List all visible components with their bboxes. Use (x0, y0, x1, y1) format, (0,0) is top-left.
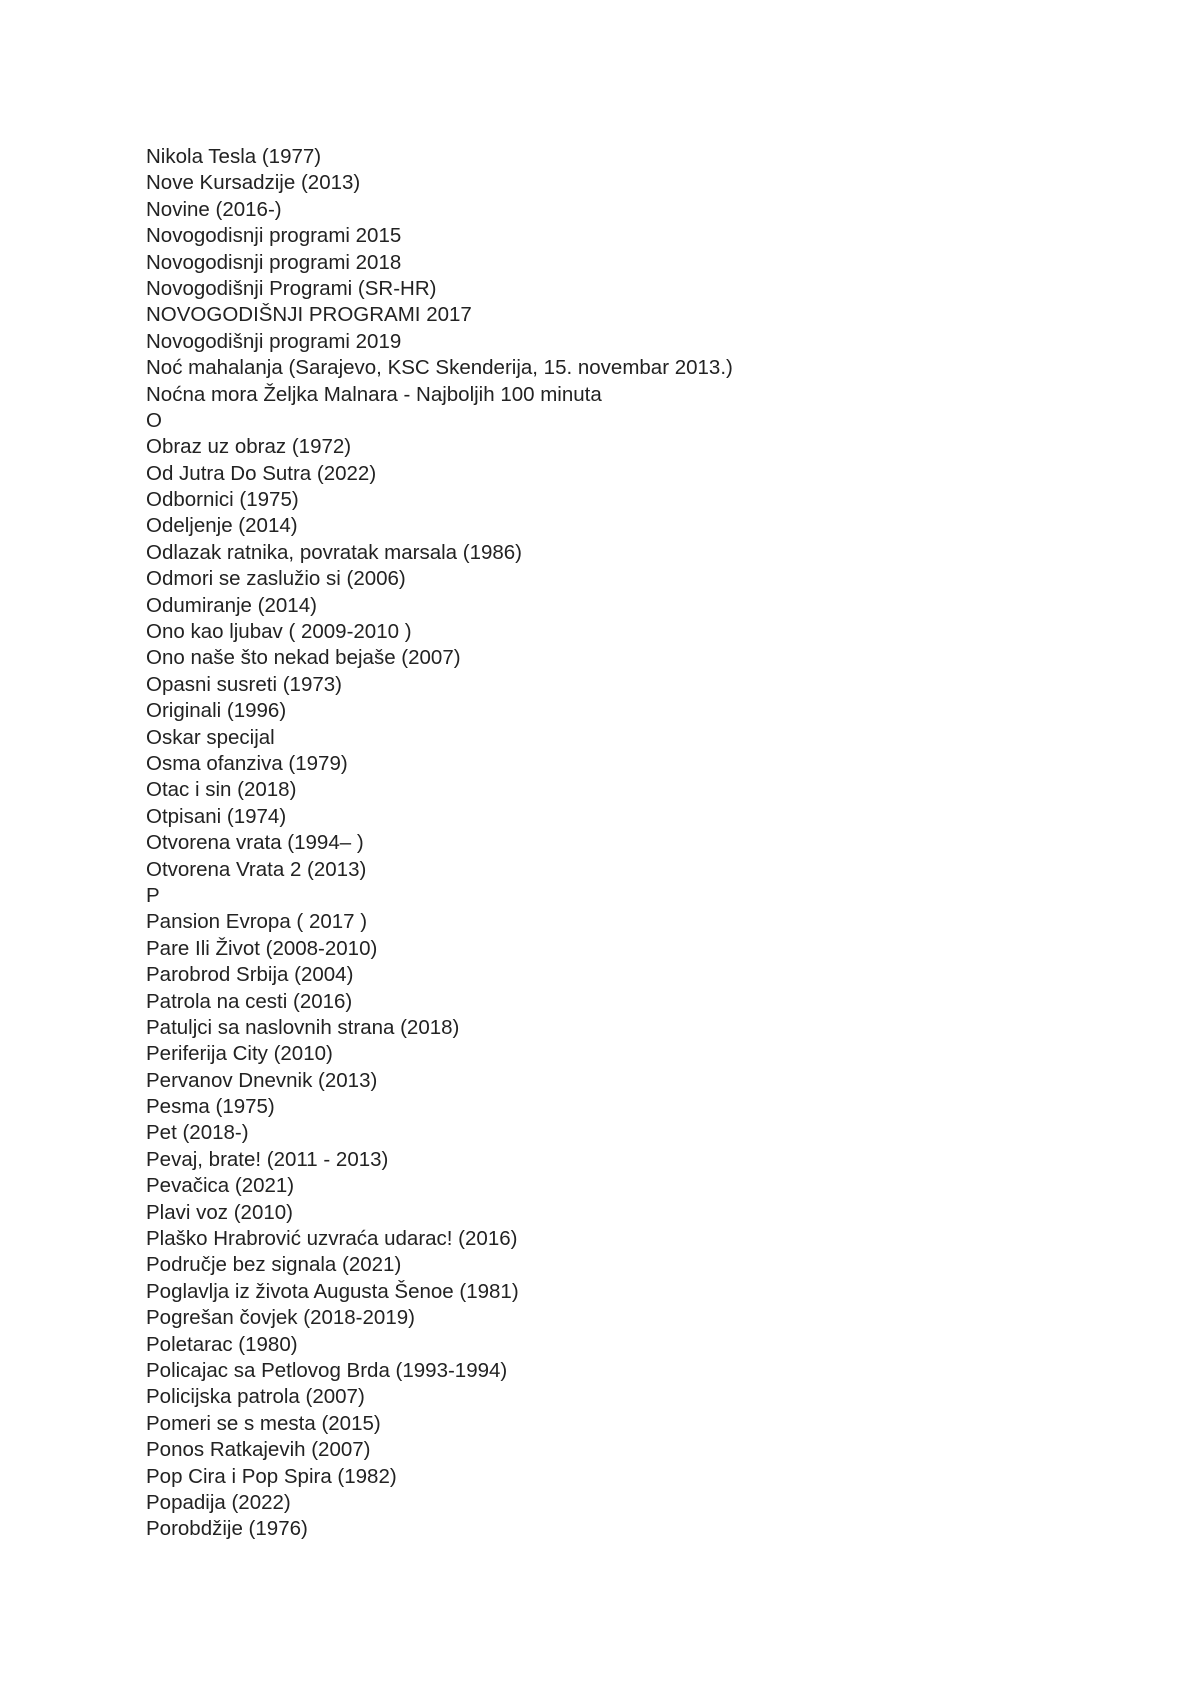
list-item: Parobrod Srbija (2004) (146, 963, 354, 987)
list-item: Pansion Evropa ( 2017 ) (146, 910, 368, 934)
list-item: Otpisani (1974) (146, 804, 287, 828)
list-item: Patrola na cesti (2016) (146, 989, 353, 1013)
list-item: Osma ofanziva (1979) (146, 751, 348, 775)
list-item: Odmori se zaslužio si (2006) (146, 567, 406, 591)
list-item: Pervanov Dnevnik (2013) (146, 1068, 378, 1092)
list-item: Policijska patrola (2007) (146, 1385, 365, 1409)
list-item: Pop Cira i Pop Spira (1982) (146, 1464, 397, 1488)
list-item: Otac i sin (2018) (146, 778, 297, 802)
list-item: Periferija City (2010) (146, 1042, 333, 1066)
list-item: Ono naše što nekad bejaše (2007) (146, 646, 461, 670)
list-item: Novogodišnji Programi (SR-HR) (146, 276, 437, 300)
list-item: Ponos Ratkajevih (2007) (146, 1438, 371, 1462)
list-item: Pet (2018-) (146, 1121, 249, 1145)
list-item: Noćna mora Željka Malnara - Najboljih 100 minuta (146, 382, 602, 406)
list-item: Popadija (2022) (146, 1490, 291, 1514)
list-item: Od Jutra Do Sutra (2022) (146, 461, 377, 485)
list-item: Plavi voz (2010) (146, 1200, 293, 1224)
list-item: Porobdžije (1976) (146, 1517, 308, 1541)
list-item: Nikola Tesla (1977) (146, 145, 322, 168)
list-item: Novogodisnji programi 2015 (146, 224, 402, 248)
list-item: Opasni susreti (1973) (146, 672, 342, 696)
list-item: Policajac sa Petlovog Brda (1993-1994) (146, 1358, 508, 1382)
list-item: Novine (2016-) (146, 197, 282, 221)
list-item: Područje bez signala (2021) (146, 1253, 402, 1277)
list-item: Plaško Hrabrović uzvraća udarac! (2016) (146, 1227, 518, 1251)
list-item: Novogodisnji programi 2018 (146, 250, 402, 274)
list-item: Pesma (1975) (146, 1095, 275, 1119)
list-item: Noć mahalanja (Sarajevo, KSC Skenderija, 15. novembar 2013.) (146, 356, 733, 380)
list-item: Novogodišnji programi 2019 (146, 329, 402, 353)
list-item: Pare Ili Život (2008-2010) (146, 936, 378, 960)
title-list (146, 144, 733, 1543)
list-item: NOVOGODIŠNJI PROGRAMI 2017 (146, 303, 472, 327)
list-item: Poglavlja iz života Augusta Šenoe (1981) (146, 1279, 519, 1303)
list-item: Pevačica (2021) (146, 1174, 295, 1198)
list-item: Nove Kursadzije (2013) (146, 171, 361, 195)
list-item: Patuljci sa naslovnih strana (2018) (146, 1015, 460, 1039)
list-item: Pogrešan čovjek (2018-2019) (146, 1306, 415, 1330)
list-item: Ono kao ljubav ( 2009-2010 ) (146, 620, 412, 644)
list-item: Otvorena Vrata 2 (2013) (146, 857, 367, 881)
list-item: Obraz uz obraz (1972) (146, 435, 352, 459)
list-item: Odumiranje (2014) (146, 593, 317, 617)
list-item: Pomeri se s mesta (2015) (146, 1411, 381, 1435)
list-item: Odbornici (1975) (146, 488, 299, 512)
list-item: Odeljenje (2014) (146, 514, 298, 538)
list-item: Odlazak ratnika, povratak marsala (1986) (146, 540, 523, 564)
list-item: O (146, 408, 162, 432)
list-item: Poletarac (1980) (146, 1332, 298, 1356)
list-item: P (146, 883, 160, 907)
list-item: Oskar specijal (146, 725, 275, 749)
list-item: Otvorena vrata (1994– ) (146, 831, 364, 855)
list-item: Originali (1996) (146, 699, 287, 723)
list-item: Pevaj, brate! (2011 - 2013) (146, 1147, 389, 1171)
